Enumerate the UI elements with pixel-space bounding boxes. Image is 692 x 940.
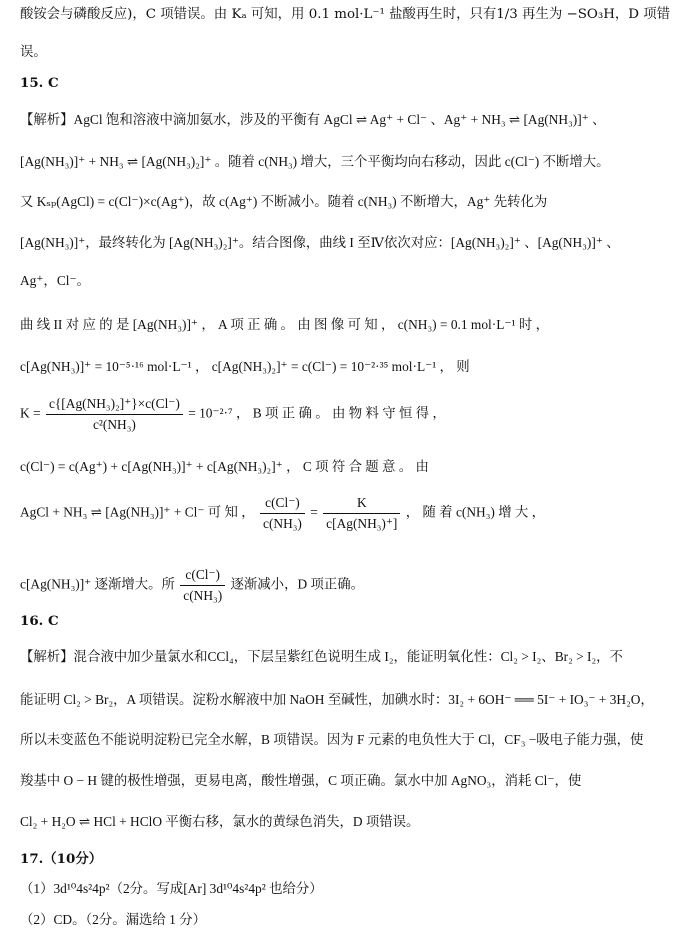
conclusion-fraction: [180, 566, 225, 605]
question-15-answer: 15. C: [20, 75, 59, 91]
text-line-7: [Ag(NH₃)]⁺，最终转化为 [Ag(NH₃)₂]⁺。结合图像，曲线 I 至Ⅳ依次对应：[Ag(NH₃)₂]⁺ 、[Ag(NH₃)]⁺ 、: [20, 235, 620, 250]
ratio-right-numerator: K: [323, 494, 400, 514]
conclusion-line: [20, 566, 676, 605]
k-result: = 10⁻²·⁷ ， B 项 正 确 。 由 物 料 守 恒 得 ，: [188, 405, 446, 421]
conclusion-end: 逐渐减小，D 项正确。: [230, 576, 365, 592]
text-line-22: Cl₂ + H₂O ⇌ HCl + HClO 平衡右移，氯水的黄绿色消失，D 项错误。: [20, 814, 420, 829]
k-fraction: [46, 395, 183, 434]
text-line-2: 误。: [20, 45, 47, 60]
k-denominator: c²(NH₃): [92, 417, 136, 432]
text-line-5: [Ag(NH₃)]⁺ + NH₃ ⇌ [Ag(NH₃)₂]⁺ 。随着 c(NH₃) 增大，三个平衡均向右移动，因此 c(Cl⁻) 不断增大。: [20, 154, 610, 169]
ratio-left-numerator: c(Cl⁻): [260, 494, 305, 514]
reaction-text: AgCl + NH₃ ⇌ [Ag(NH₃)]⁺ + Cl⁻ 可 知 ，: [20, 504, 255, 520]
ratio-left-denominator: c(NH₃): [263, 516, 302, 531]
text-line-12: c(Cl⁻) = c(Ag⁺) + c[Ag(NH₃)]⁺ + c[Ag(NH₃)₂]⁺ ， C 项 符 合 题 意 。 由: [20, 459, 429, 474]
ratio-expression-line: [20, 494, 676, 533]
text-line-1: 酸铵会与磷酸反应)，C 项错误。由 Kₐ 可知，用 0.1 mol·L⁻¹ 盐酸再生时，只有1/3 再生为 −SO₃H，D 项错: [20, 7, 671, 22]
ratio-fraction-right: [323, 494, 400, 533]
k-label: K =: [20, 405, 41, 421]
text-line-9: 曲 线 II 对 应 的 是 [Ag(NH₃)]⁺ ， A 项 正 确 。 由 图 像 可 知 ， c(NH₃) = 0.1 mol·L⁻¹ 时 ，: [20, 317, 549, 332]
conclusion-start: c[Ag(NH₃)]⁺ 逐渐增大。所: [20, 576, 175, 592]
question-17-part-2: （2）CD。（2分。漏选给 1 分）: [20, 912, 206, 927]
question-17-part-1: （1）3d¹⁰4s²4p²（2分。写成[Ar] 3d¹⁰4s²4p² 也给分）: [20, 881, 323, 896]
text-line-18: 【解析】混合液中加少量氯水和CCl₄，下层呈紫红色说明生成 I₂，能证明氧化性：Cl₂ > I₂、Br₂ > I₂，不: [20, 649, 623, 664]
ratio-right-denominator: c[Ag(NH₃)⁺]: [326, 516, 398, 531]
text-line-4: 【解析】AgCl 饱和溶液中滴加氨水，涉及的平衡有 AgCl ⇌ Ag⁺ + Cl⁻ 、Ag⁺ + NH₃ ⇌ [Ag(NH₃)]⁺ 、: [20, 112, 606, 127]
ratio-tail: ， 随 着 c(NH₃) 增 大 ，: [405, 504, 546, 520]
question-17-heading: 17.（10分）: [20, 851, 103, 867]
conclusion-denominator: c(NH₃): [183, 588, 223, 603]
text-line-20: 所以未变蓝色不能说明淀粉已完全水解，B 项错误。因为 F 元素的电负性大于 Cl，CF₃ −吸电子能力强，使: [20, 732, 644, 747]
ratio-fraction-left: [260, 494, 305, 533]
text-line-6: 又 Kₛₚ(AgCl) = c(Cl⁻)×c(Ag⁺)，故 c(Ag⁺) 不断减小。随着 c(NH₃) 不断增大，Ag⁺ 先转化为: [20, 194, 548, 209]
text-line-10: c[Ag(NH₃)]⁺ = 10⁻⁵·¹⁶ mol·L⁻¹ ， c[Ag(NH₃)₂]⁺ = c(Cl⁻) = 10⁻²·³⁵ mol·L⁻¹ ， 则: [20, 359, 470, 374]
text-line-19: 能证明 Cl₂ > Br₂，A 项错误。淀粉水解液中加 NaOH 至碱性，加碘水时：3I₂ + 6OH⁻ ══ 5I⁻ + IO₃⁻ + 3H₂O，: [20, 692, 654, 707]
text-line-21: 羧基中 O − H 键的极性增强，更易电离，酸性增强，C 项正确。氯水中加 AgNO₃，消耗 Cl⁻，使: [20, 773, 582, 788]
text-line-8: Ag⁺，Cl⁻。: [20, 273, 90, 288]
k-numerator: c{[Ag(NH₃)₂]⁺}×c(Cl⁻): [46, 395, 183, 415]
k-expression-line: [20, 395, 676, 434]
conclusion-numerator: c(Cl⁻): [180, 566, 225, 586]
ratio-equals: =: [310, 504, 318, 520]
question-16-answer: 16. C: [20, 613, 59, 629]
